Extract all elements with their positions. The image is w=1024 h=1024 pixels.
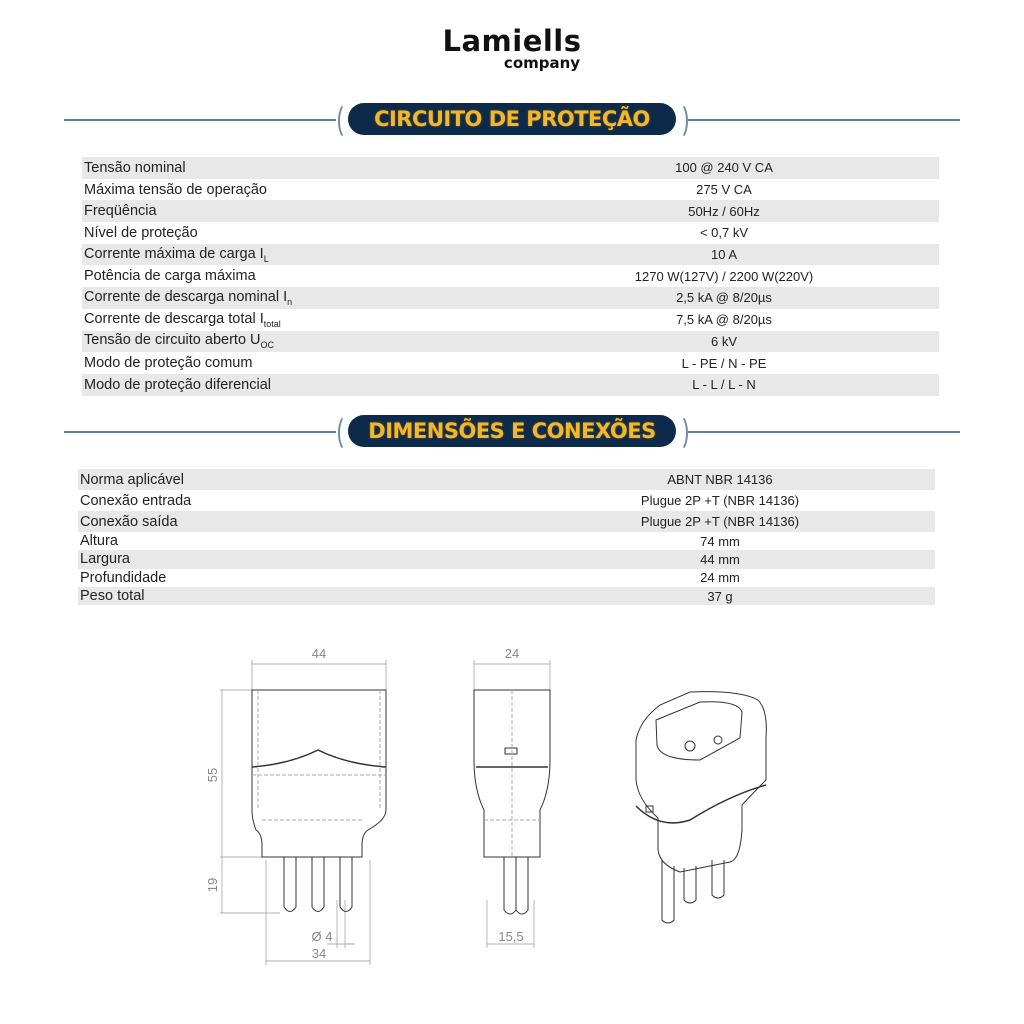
label-text: Peso total [80,588,145,605]
label-subscript: L [263,253,269,264]
label-text: Modo de proteção comum [84,355,253,372]
label-text: Largura [80,551,130,568]
row-value: ABNT NBR 14136 [667,472,773,487]
front-view [252,690,386,912]
section-title: DIMENSÕES E CONEXÕES [348,415,676,447]
dim-depth: 24 [504,646,520,661]
row-value: 6 kV [710,333,737,349]
label-text: Nível de proteção [84,224,198,241]
row-value: Plugue 2P +T (NBR 14136) [640,514,800,529]
label-text: Potência de carga máxima [84,268,256,285]
logo-name: Lamiells [442,24,582,58]
label-text: Conexão entrada [80,492,192,509]
row-value: 2,5 kA @ 8/20µs [676,290,772,306]
dim-pin-diameter: Ø 4 [311,929,333,944]
row-value: 44 mm [700,551,740,567]
row-value: 100 @ 240 V CA [675,160,773,176]
row-value: 50Hz / 60Hz [688,203,760,219]
label-text: Norma aplicável [80,471,184,488]
row-value: 10 A [710,247,738,263]
logo-sub: company [503,54,581,72]
label-text: Altura [80,533,118,550]
dim-height: 55 [205,767,220,783]
label-text: Máxima tensão de operação [84,181,267,198]
label-text: Corrente de descarga nominal I [84,289,288,306]
row-value: Plugue 2P +T (NBR 14136) [640,493,800,508]
row-value: < 0,7 kV [699,225,749,241]
row-value: L - PE / N - PE [681,355,767,371]
section-title: CIRCUITO DE PROTEÇÃO [348,103,676,135]
side-view [474,690,550,914]
dim-pin-depth: 15,5 [498,929,524,944]
dim-pin-length: 19 [205,877,220,893]
label-text: Freqüência [84,203,157,220]
dim-pin-span: 34 [311,946,327,961]
row-value: 24 mm [700,570,740,586]
label-text: Corrente máxima de carga I [84,245,264,262]
row-value: 1270 W(127V) / 2200 W(220V) [634,268,814,284]
label-text: Tensão de circuito aberto U [84,332,261,349]
row-value: 74 mm [700,533,740,549]
iso-view [636,692,766,923]
row-value: 275 V CA [696,182,752,198]
label-subscript: total [263,318,281,329]
label-text: Modo de proteção diferencial [84,376,272,393]
label-text: Tensão nominal [84,159,186,176]
row-value: L - L / L - N [692,377,756,393]
row-value: 37 g [707,588,733,604]
dim-width: 44 [311,646,327,661]
row-value: 7,5 kA @ 8/20µs [676,312,772,328]
label-text: Profundidade [80,569,167,586]
label-subscript: OC [260,340,275,351]
label-text: Conexão saída [80,513,178,530]
label-text: Corrente de descarga total I [84,310,264,327]
label-subscript: n [287,296,293,307]
